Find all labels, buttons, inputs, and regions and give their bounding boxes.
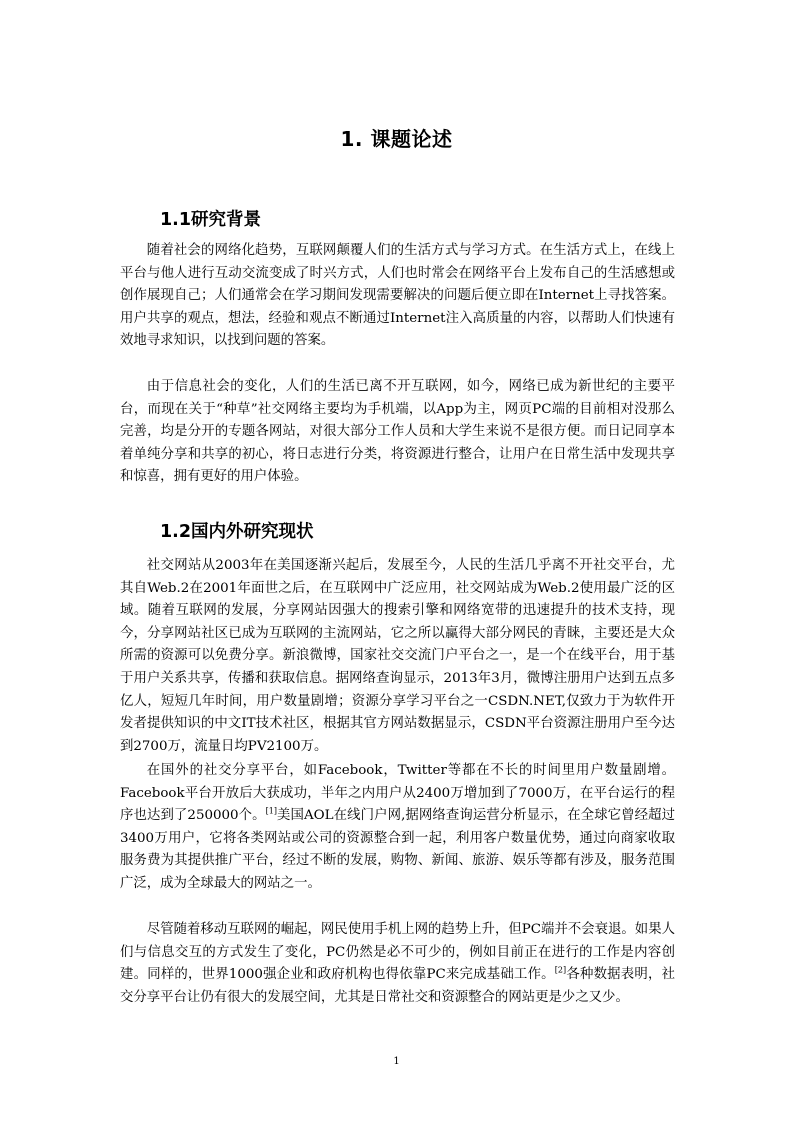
citation-marker: [1] xyxy=(265,806,277,816)
paragraph-text: 尽管随着移动互联网的崛起，网民使用手机上网的趋势上升，但PC端并不会衰退。如果人们与信息交互的方式发生了变化，PC仍然是必不可少的，例如目前正在进行的工作是内容创建。同样的，世界1000强企业和政府机构也得依靠PC来完成基础工作。 xyxy=(120,922,675,983)
chapter-title: 1. 课题论述 xyxy=(340,127,453,151)
section-heading-research-status: 1.2国内外研究现状 xyxy=(160,522,314,542)
paragraph: 由于信息社会的变化，人们的生活已离不开互联网，如今，网络已成为新世纪的主要平台，而现在关于“种草”社交网络主要均为手机端，以App为主，网页PC端的目前相对没那么完善，均是分开的专题各网站，对很大部分工作人员和大学生来说不是很方便。而日记同享本着单纯分享和共享的初心，将日志进行分类，将资源进行整合，让用户在日常生活中发现共享和惊喜，拥有更好的用户体验。 xyxy=(120,379,675,485)
citation-marker: [2] xyxy=(554,965,567,975)
paragraph xyxy=(120,760,675,896)
paragraph: 随着社会的网络化趋势，互联网颠覆人们的生活方式与学习方式。在生活方式上，在线上平台与他人进行互动交流变成了时兴方式，人们也时常会在网络平台上发布自己的生活感想或创作展现自己；人们通常会在学习期间发现需要解决的问题后便立即在Internet上寻找答案。用户共享的观点，想法，经验和观点不断通过Internet注入高质量的内容，以帮助人们快速有效地寻求知识，以找到问题的答案。 xyxy=(120,243,675,349)
paragraph-text: 在国外的社交分享平台，如Facebook，Twitter等都在不长的时间里用户数量剧增。Facebook平台开放后大获成功，半年之内用户从2400万增加到了7000万，在平台运行的程序也达到了250000个。 xyxy=(120,763,675,824)
section-heading-research-background: 1.1研究背景 xyxy=(160,210,262,230)
paragraph-text: 美国AOL在线门户网,据网络查询运营分析显示，在全球它曾经超过3400万用户，它将各类网站或公司的资源整合到一起，利用客户数量优势，通过向商家收取服务费为其提供推广平台，经过不断的发展，购物、新闻、旅游、娱乐等都有涉及，服务范围广泛，成为全球最大的网站之一。 xyxy=(120,808,676,891)
paragraph-text: 各种数据表明，社交分享平台让仍有很大的发展空间，尤其是日常社交和资源整合的网站更是少之又少。 xyxy=(120,967,676,1005)
paragraph xyxy=(120,919,675,1009)
paragraph: 社交网站从2003年在美国逐渐兴起后，发展至今，人民的生活几乎离不开社交平台，尤其自Web.2在2001年面世之后，在互联网中广泛应用，社交网站成为Web.2使用最广泛的区域。随着互联网的发展，分享网站因强大的搜索引擎和网络宽带的迅速提升的技术支持，现今，分享网站社区已成为互联网的主流网站，它之所以赢得大部分网民的青睐，主要还是大众所需的资源可以免费分享。新浪微博，国家社交交流门户平台之一，是一个在线平台，用于基于用户关系共享，传播和获取信息。据网络查询显示，2013年3月，微博注册用户达到五点多亿人，短短几年时间，用户数量剧增；资源分享学习平台之一CSDN.NET,仅致力于为软件开发者提供知识的中文IT技术社区，根据其官方网站数据显示，CSDN平台资源注册用户至今达到2700万，流量日均PV2100万。 xyxy=(120,558,675,754)
page-number: 1 xyxy=(393,1056,400,1067)
